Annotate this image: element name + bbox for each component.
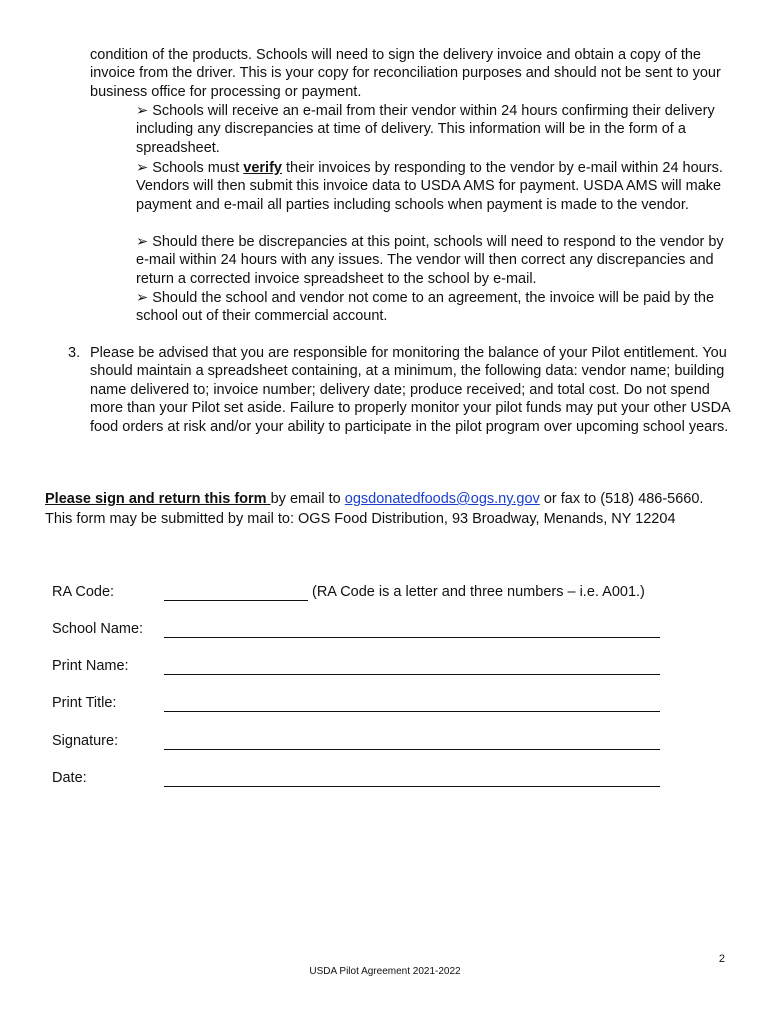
bullet-discrepancies	[136, 233, 736, 288]
print-name-row	[52, 658, 672, 680]
signature-field[interactable]	[164, 749, 660, 750]
print-title-field[interactable]	[164, 711, 660, 712]
bullet-text: Should there be discrepancies at this point, schools will need to respond to the vendor by e-mail within 24 hours with any issues. The vendor will then correct any discrepancies and return a corrected invoice spreadsheet to the school by e-mail.	[136, 234, 724, 287]
signature-row	[52, 733, 672, 755]
sign-instructions	[45, 489, 715, 529]
bullet-text-pre: Schools must	[152, 160, 244, 176]
bullet-text: Should the school and vendor not come to an agreement, the invoice will be paid by the school out of their commercial account.	[136, 290, 715, 325]
page-number: 2	[718, 953, 725, 965]
page-footer: USDA Pilot Agreement 2021-2022	[309, 966, 461, 977]
ra-code-row	[52, 584, 672, 606]
print-title-label: Print Title:	[52, 695, 117, 711]
print-name-field[interactable]	[164, 674, 660, 675]
item-text: Please be advised that you are responsible for monitoring the balance of your Pilot entitlement. You should maintain a spreadsheet containing, at a minimum, the following data: vendor name; building name delivered to; invoice number; delivery date; produce received; and total cost. Do not spend more than your Pilot set aside. Failure to properly monitor your pilot funds may put your other USDA food orders at risk and/or your ability to participate in the pilot program over upcoming school years.	[90, 345, 730, 435]
sign-lead: Please sign and return this form	[45, 491, 271, 507]
date-field[interactable]	[164, 786, 660, 787]
bullet-text-post: their invoices by responding to the vendor by e-mail within 24 hours. Vendors will then submit this invoice data to USDA AMS for payment. USDA AMS will make payment and e-mail all parties including schools when payment is made to the vendor.	[136, 160, 723, 213]
bullet-marker: ➢	[136, 160, 149, 176]
email-link[interactable]: ogsdonatedfoods@ogs.ny.gov	[344, 491, 540, 507]
bullet-vendor-email	[136, 102, 736, 157]
ra-code-field[interactable]	[164, 600, 308, 601]
school-name-label: School Name:	[52, 621, 144, 637]
verify-emphasis: verify	[243, 160, 282, 176]
bullet-marker: ➢	[136, 234, 149, 250]
continuation-paragraph: condition of the products. Schools will need to sign the delivery invoice and obtain a copy of the invoice from the driver. This is your copy for reconciliation purposes and should not be sent to your business office for processing or payment.	[90, 47, 721, 100]
bullet-marker: ➢	[136, 290, 149, 306]
print-title-row	[52, 695, 672, 717]
ra-code-note: (RA Code is a letter and three numbers – i.e. A001.)	[312, 584, 645, 600]
print-name-label: Print Name:	[52, 658, 129, 674]
school-name-field[interactable]	[164, 637, 660, 638]
date-row	[52, 770, 672, 792]
school-name-row	[52, 621, 672, 643]
bullet-no-agreement	[136, 289, 736, 326]
ra-code-label: RA Code:	[52, 584, 115, 600]
bullet-marker: ➢	[136, 103, 149, 119]
sign-rest: or fax to (518) 486-5660. This form may be submitted by mail to: OGS Food Distribution, 93 Broadway, Menands, NY 12204	[45, 491, 704, 527]
sign-mid: by email to	[270, 491, 345, 507]
bullet-text: Schools will receive an e-mail from their vendor within 24 hours confirming their delivery including any discrepancies at time of delivery. This information will be in the form of a spreadsheet.	[136, 103, 715, 156]
bullet-verify-invoices	[136, 159, 736, 214]
date-label: Date:	[52, 770, 87, 786]
item-number: 3.	[68, 345, 81, 361]
signature-label: Signature:	[52, 733, 119, 749]
